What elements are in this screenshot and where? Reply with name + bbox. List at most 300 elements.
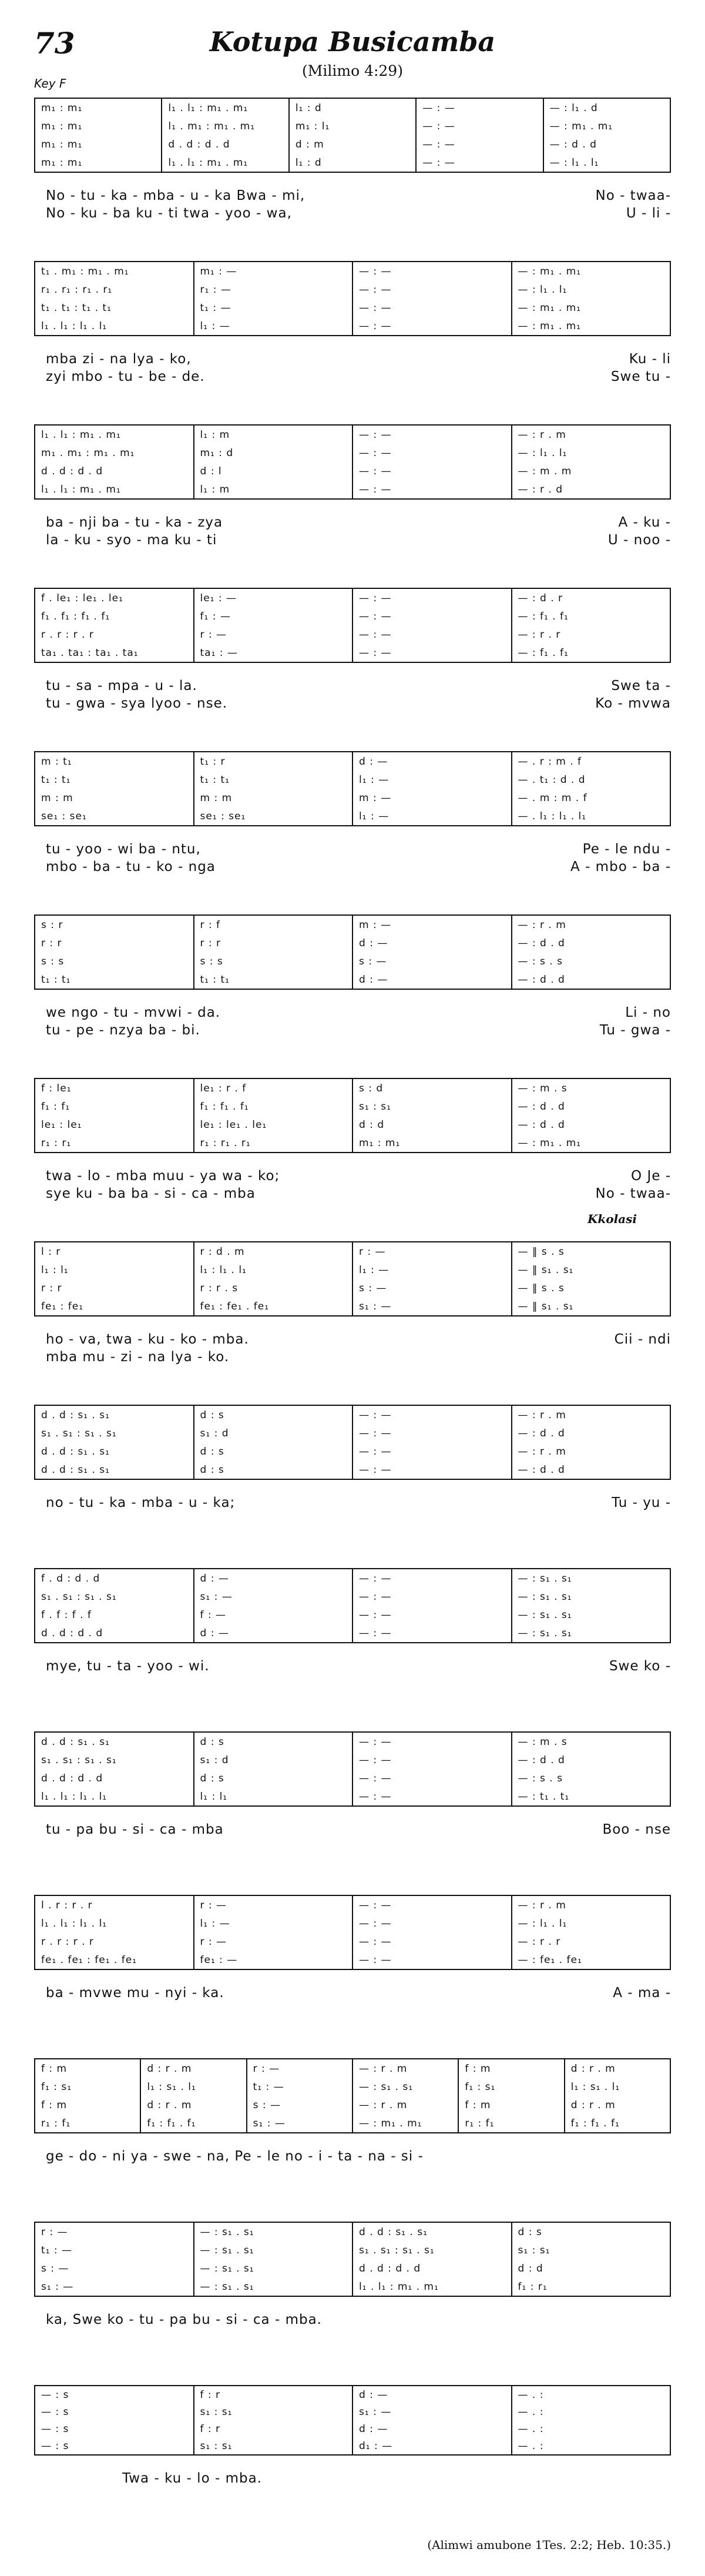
voice-notes: s₁ : s₁ [200,2440,233,2452]
voice-notes: — : r . m [518,1445,566,1458]
voice-notes: t₁ : — [41,2244,73,2256]
hymn-title: Kotupa Busicamba [209,26,496,58]
lyric-pickup: A - ma - [613,1985,671,2001]
lyric-pickup: Swe ko - [609,1659,671,1674]
lyric-pickup: Ko - mvwa [595,696,671,711]
voice-notes: — : d . d [518,1118,565,1131]
measure [35,426,193,498]
measure [35,1406,193,1479]
scripture-reference: (Milimo 4:29) [302,62,403,79]
lyric-line: we ngo - tu - mvwi - da. [46,1005,221,1020]
voice-notes: s : r [41,919,63,931]
voice-notes: l₁ : s₁ . l₁ [570,2081,620,2093]
voice-notes: m : — [359,919,392,931]
voice-notes: l₁ . l₁ : m₁ . m₁ [168,102,249,114]
measure [352,916,511,989]
lyric-line: mbo - ba - tu - ko - nga [46,859,216,875]
lyric-line: ba - mvwe mu - nyi - ka. [46,1985,224,2001]
voice-notes: m₁ : — [200,265,237,277]
measure [511,426,670,498]
voice-notes: — : — [359,646,392,659]
voice-notes: t₁ : t₁ [41,773,71,786]
key-signature: Key F [34,76,66,91]
voice-notes: f . d : d . d [41,1572,100,1585]
voice-notes: r : r . s [200,1282,239,1294]
voice-notes: ta₁ : — [200,646,238,659]
lyric-line: ka, Swe ko - tu - pa bu - si - ca - mba. [46,2312,322,2327]
voice-notes: d : r . m [570,2062,616,2075]
lyric-line: ho - va, twa - ku - ko - mba. [46,1332,249,1347]
measure [511,1406,670,1479]
voice-notes: — : l₁ . l₁ [549,156,599,169]
measure [511,2386,670,2454]
voice-notes: l₁ : — [200,1917,230,1930]
voice-notes: m : t₁ [41,755,72,768]
measure [511,262,670,335]
voice-notes: l₁ . l₁ : m₁ . m₁ [41,483,121,495]
voice-notes: d : r . m [147,2099,192,2111]
voice-notes: — : d . r [518,592,563,604]
lyric-line: No - tu - ka - mba - u - ka Bwa - mi, [46,188,306,203]
lyric-pickup: Tu - yu - [612,1495,671,1510]
voice-notes: d : m [295,138,324,150]
measure [35,2059,140,2132]
voice-notes: — : — [359,1935,392,1948]
voice-notes: r : f [200,919,221,931]
music-system [34,1731,671,1807]
measure [193,589,352,662]
voice-notes: s₁ : s₁ [518,2244,550,2256]
lyric-line: la - ku - syo - ma ku - ti [46,532,217,548]
voice-notes: — : — [359,1790,392,1803]
voice-notes: le₁ : le₁ [41,1118,82,1131]
voice-notes: f : — [200,1609,227,1621]
voice-notes: — . r : m . f [518,755,582,768]
lyrics-block [34,678,671,713]
voice-notes: d : — [359,2423,388,2435]
voice-notes: — : m₁ . m₁ [518,265,581,277]
voice-notes: fe₁ : fe₁ [41,1300,84,1312]
voice-notes: l₁ . l₁ : l₁ . l₁ [41,1790,108,1803]
voice-notes: — : — [359,1445,392,1458]
measure [564,2059,670,2132]
voice-notes: — : s [41,2423,69,2435]
measure [352,1733,511,1805]
voice-notes: r : r [41,937,62,949]
voice-notes: se₁ : se₁ [200,810,246,822]
voice-notes: — . t₁ : d . d [518,773,586,786]
voice-notes: l₁ : d [295,156,322,169]
lyrics-block [34,2312,671,2347]
voice-notes: f . le₁ : le₁ . le₁ [41,592,123,604]
voice-notes: l₁ . l₁ : m₁ . m₁ [359,2280,439,2293]
voice-notes: — : s₁ . s₁ [200,2262,254,2274]
voice-notes: l₁ : m [200,483,230,495]
voice-notes: — : l₁ . l₁ [518,283,568,296]
lyric-line: twa - lo - mba muu - ya wa - ko; [46,1168,280,1184]
voice-notes: m : — [359,792,392,804]
measure [352,2059,458,2132]
measure [35,1242,193,1315]
voice-notes: s₁ : d [200,1754,229,1766]
voice-notes: le₁ : r . f [200,1082,247,1094]
voice-notes: — : — [359,465,392,477]
voice-notes: f₁ : r₁ [518,2280,548,2293]
voice-notes: — : f₁ . f₁ [518,646,569,659]
voice-notes: m₁ : d [200,447,234,459]
lyrics-block [34,1985,671,2021]
voice-notes: r : — [253,2062,280,2075]
voice-notes: d : — [200,1572,229,1585]
measure [193,1406,352,1479]
voice-notes: r₁ : — [200,283,231,296]
voice-notes: — : r . m [358,2099,408,2111]
lyric-line: tu - pa bu - si - ca - mba [46,1822,224,1837]
music-system [34,2222,671,2297]
measure [193,916,352,989]
lyric-line: ge - do - ni ya - swe - na, Pe - le no - i - ta - na - si - [46,2149,424,2164]
voice-notes: r : d . m [200,1245,245,1258]
voice-notes: s₁ : — [253,2117,286,2129]
voice-notes: m : m [200,792,233,804]
voice-notes: s₁ . s₁ : s₁ . s₁ [41,1427,117,1439]
lyric-pickup: Boo - nse [602,1822,671,1837]
lyric-pickup: Ku - li [629,351,671,367]
measure [193,1079,352,1152]
voice-notes: — : m₁ . m₁ [518,320,581,332]
voice-notes: f : m [41,2062,68,2075]
voice-notes: — . : [518,2423,544,2435]
hymn-number: 73 [34,26,75,61]
voice-notes: — : r . m [518,428,566,441]
voice-notes: f₁ . f₁ : f₁ . f₁ [41,610,110,622]
voice-notes: l₁ : l₁ [41,1264,69,1276]
voice-notes: — : — [359,1572,392,1585]
measure [140,2059,246,2132]
voice-notes: — : — [422,156,455,169]
voice-notes: m₁ : m₁ [41,120,83,132]
lyric-line: tu - yoo - wi ba - ntu, [46,842,201,857]
measure [511,1242,670,1315]
measure [458,2059,563,2132]
voice-notes: t₁ : t₁ [200,773,230,786]
lyric-line: tu - pe - nzya ba - bi. [46,1023,200,1038]
measure [511,916,670,989]
lyrics-block [34,1659,671,1694]
voice-notes: — : r . m [358,2062,408,2075]
voice-notes: t₁ : — [253,2081,284,2093]
voice-notes: f₁ : f₁ [41,1100,70,1113]
voice-notes: fe₁ : fe₁ . fe₁ [200,1300,270,1312]
measure [193,752,352,825]
measure [352,2223,511,2296]
lyrics-block [34,1822,671,1857]
voice-notes: — : s₁ . s₁ [518,1609,572,1621]
voice-notes: — : — [359,483,392,495]
voice-notes: m₁ . m₁ : m₁ . m₁ [41,447,135,459]
voice-notes: d : — [359,937,388,949]
voice-notes: m : m [41,792,73,804]
measure [35,2386,193,2454]
voice-notes: — : m . s [518,1736,568,1748]
voice-notes: l₁ : l₁ [200,1790,228,1803]
measure [193,1242,352,1315]
lyric-pickup: Li - no [625,1005,671,1020]
voice-notes: f . f : f . f [41,1609,92,1621]
measure [511,1569,670,1642]
voice-notes: d : s [200,1736,224,1748]
voice-notes: l₁ . l₁ : m₁ . m₁ [168,156,249,169]
voice-notes: — . l₁ : l₁ . l₁ [518,810,587,822]
music-system [34,915,671,990]
voice-notes: s : d [359,1082,384,1094]
voice-notes: l₁ : — [359,773,390,786]
voice-notes: r : — [200,1935,227,1948]
voice-notes: — : r . m [518,1899,566,1911]
voice-notes: d . d : s₁ . s₁ [41,1463,110,1476]
voice-notes: l₁ . l₁ : m₁ . m₁ [41,428,121,441]
voice-notes: r : r [41,1282,62,1294]
voice-notes: f : r [200,2389,221,2401]
lyric-pickup: U - li - [626,206,671,221]
lyric-line: No - ku - ba ku - ti twa - yoo - wa, [46,206,292,221]
voice-notes: — : s₁ . s₁ [200,2280,254,2293]
voice-notes: s : — [359,955,387,967]
measure [352,1896,511,1969]
measure [511,1079,670,1152]
voice-notes: r₁ : r₁ [41,1137,72,1149]
voice-notes: — : — [359,1463,392,1476]
voice-notes: — : s₁ . s₁ [358,2081,414,2093]
measure [511,2223,670,2296]
voice-notes: — : m₁ . m₁ [358,2117,422,2129]
voice-notes: r : — [200,1899,227,1911]
lyric-pickup: A - mbo - ba - [570,859,671,875]
voice-notes: — : s [41,2406,69,2418]
lyric-line: sye ku - ba ba - si - ca - mba [46,1186,256,1201]
measure [193,426,352,498]
lyric-pickup: No - twaa- [595,1186,671,1201]
music-system [34,98,671,173]
voice-notes: s : — [253,2099,281,2111]
voice-notes: — : s . s [518,1772,563,1784]
voice-notes: d . d : d . d [41,465,103,477]
voice-notes: — : r . r [518,1935,561,1948]
lyrics-block [34,351,671,387]
lyric-pickup: U - noo - [607,532,671,548]
voice-notes: d : — [359,2389,388,2401]
voice-notes: — : r . r [518,628,561,641]
voice-notes: — : — [359,302,392,314]
voice-notes: se₁ : se₁ [41,810,87,822]
voice-notes: f : m [465,2062,491,2075]
voice-notes: — : r . m [518,919,566,931]
voice-notes: ta₁ . ta₁ : ta₁ . ta₁ [41,646,139,659]
measure [352,262,511,335]
voice-notes: l₁ : d [295,102,322,114]
music-system [34,1405,671,1480]
measure [35,1896,193,1969]
measure [543,99,670,172]
voice-notes: — : — [422,120,455,132]
voice-notes: — : — [359,1917,392,1930]
voice-notes: — : — [359,592,392,604]
voice-notes: — : s₁ . s₁ [518,1590,572,1603]
voice-notes: — : d . d [518,973,565,986]
voice-notes: s₁ : — [41,2280,74,2293]
voice-notes: — : r . m [518,1409,566,1421]
voice-notes: fe₁ : — [200,1954,238,1966]
lyric-line: mba zi - na lya - ko, [46,351,192,367]
voice-notes: f₁ : f₁ . f₁ [570,2117,620,2129]
voice-notes: d : s [200,1445,224,1458]
measure [35,99,161,172]
voice-notes: — : l₁ . l₁ [518,1917,568,1930]
measure [35,589,193,662]
voice-notes: s₁ . s₁ : s₁ . s₁ [41,1590,117,1603]
voice-notes: le₁ : le₁ . le₁ [200,1118,267,1131]
voice-notes: r₁ : r₁ . r₁ [200,1137,251,1149]
measure [352,752,511,825]
lyric-pickup: Swe tu - [610,369,671,384]
voice-notes: — : d . d [518,1100,565,1113]
voice-notes: d : s [200,1463,224,1476]
lyric-pickup: Tu - gwa - [599,1023,671,1038]
lyric-pickup: O Je - [631,1168,671,1184]
voice-notes: l₁ . l₁ : l₁ . l₁ [41,1917,108,1930]
voice-notes: f₁ : f₁ . f₁ [200,1100,249,1113]
voice-notes: — : — [359,610,392,622]
voice-notes: — : — [422,102,455,114]
voice-notes: r . r : r . r [41,1935,94,1948]
voice-notes: — : — [359,265,392,277]
music-system [34,1895,671,1970]
voice-notes: — : — [359,628,392,641]
voice-notes: t₁ . t₁ : t₁ . t₁ [41,302,112,314]
voice-notes: d . d : d . d [168,138,230,150]
voice-notes: d : r . m [570,2099,616,2111]
voice-notes: s : s [41,955,65,967]
voice-notes: — : m . s [518,1082,568,1094]
voice-notes: — : m . m [518,465,572,477]
voice-notes: — : d . d [549,138,597,150]
voice-notes: d₁ : — [359,2440,393,2452]
voice-notes: — : — [359,283,392,296]
lyric-line: ba - nji ba - tu - ka - zya [46,515,223,530]
voice-notes: r : r [200,937,221,949]
voice-notes: f₁ : — [200,610,231,622]
voice-notes: — : — [359,1427,392,1439]
voice-notes: r₁ : f₁ [41,2117,71,2129]
voice-notes: — : — [359,1772,392,1784]
voice-notes: r₁ . r₁ : r₁ . r₁ [41,283,113,296]
voice-notes: t₁ . m₁ : m₁ . m₁ [41,265,129,277]
voice-notes: — : d . d [518,1463,565,1476]
voice-notes: m₁ : m₁ [41,138,83,150]
voice-notes: d . d : s₁ . s₁ [41,1736,110,1748]
voice-notes: l₁ : — [359,810,390,822]
voice-notes: m₁ : m₁ [41,156,83,169]
voice-notes: — : r . d [518,483,563,495]
measure [352,426,511,498]
voice-notes: s : s [200,955,223,967]
voice-notes: — : m₁ . m₁ [518,1137,581,1149]
voice-notes: d . d : d . d [41,1772,103,1784]
voice-notes: — ‖ s . s [518,1282,565,1294]
lyric-pickup: A - ku - [618,515,671,530]
measure [193,262,352,335]
voice-notes: d : — [359,755,388,768]
lyrics-block [34,1168,671,1204]
measure [352,1406,511,1479]
voice-notes: s₁ : d [200,1427,229,1439]
measure [288,99,415,172]
lyrics-block [34,1495,671,1530]
lyric-pickup: Pe - le ndu - [582,842,671,857]
music-system [34,1078,671,1153]
lyric-line: Twa - ku - lo - mba. [122,2471,262,2486]
voice-notes: d : l [200,465,222,477]
voice-notes: l₁ : m [200,428,230,441]
lyric-line: tu - sa - mpa - u - la. [46,678,197,694]
voice-notes: — . : [518,2440,544,2452]
music-system [34,1568,671,1643]
voice-notes: m₁ : m₁ [359,1137,401,1149]
voice-notes: t₁ : t₁ [200,973,230,986]
measure [511,589,670,662]
music-system [34,751,671,826]
voice-notes: s₁ : s₁ [359,1100,391,1113]
lyric-line: no - tu - ka - mba - u - ka; [46,1495,236,1510]
music-system [34,2385,671,2456]
voice-notes: d . d : s₁ . s₁ [41,1445,110,1458]
voice-notes: d : — [200,1627,229,1639]
measure [35,1733,193,1805]
voice-notes: — . : [518,2389,544,2401]
voice-notes: — . m : m . f [518,792,588,804]
voice-notes: — : m₁ . m₁ [518,302,581,314]
voice-notes: — : — [359,1754,392,1766]
measure [193,2223,352,2296]
voice-notes: d . d : s₁ . s₁ [359,2226,428,2238]
measure [193,1896,352,1969]
voice-notes: l₁ : — [359,1264,390,1276]
voice-notes: — : d . d [518,937,565,949]
voice-notes: l₁ : l₁ . l₁ [200,1264,247,1276]
voice-notes: f₁ : f₁ . f₁ [147,2117,196,2129]
voice-notes: — : — [422,138,455,150]
voice-notes: — ‖ s₁ . s₁ [518,1300,574,1312]
measure [193,2386,352,2454]
voice-notes: l : r [41,1245,61,1258]
voice-notes: — : s [41,2440,69,2452]
measure [35,1569,193,1642]
voice-notes: r : — [41,2226,68,2238]
voice-notes: — : — [359,1590,392,1603]
voice-notes: f : r [200,2423,221,2435]
measure [415,99,542,172]
voice-notes: d : s [200,1409,224,1421]
music-system [34,2058,671,2133]
voice-notes: — : — [359,1736,392,1748]
voice-notes: — : — [359,1627,392,1639]
voice-notes: — : — [359,1609,392,1621]
lyrics-block [34,2471,671,2506]
voice-notes: f : m [41,2099,68,2111]
measure [35,752,193,825]
voice-notes: — : — [359,320,392,332]
voice-notes: d : s [200,1772,224,1784]
